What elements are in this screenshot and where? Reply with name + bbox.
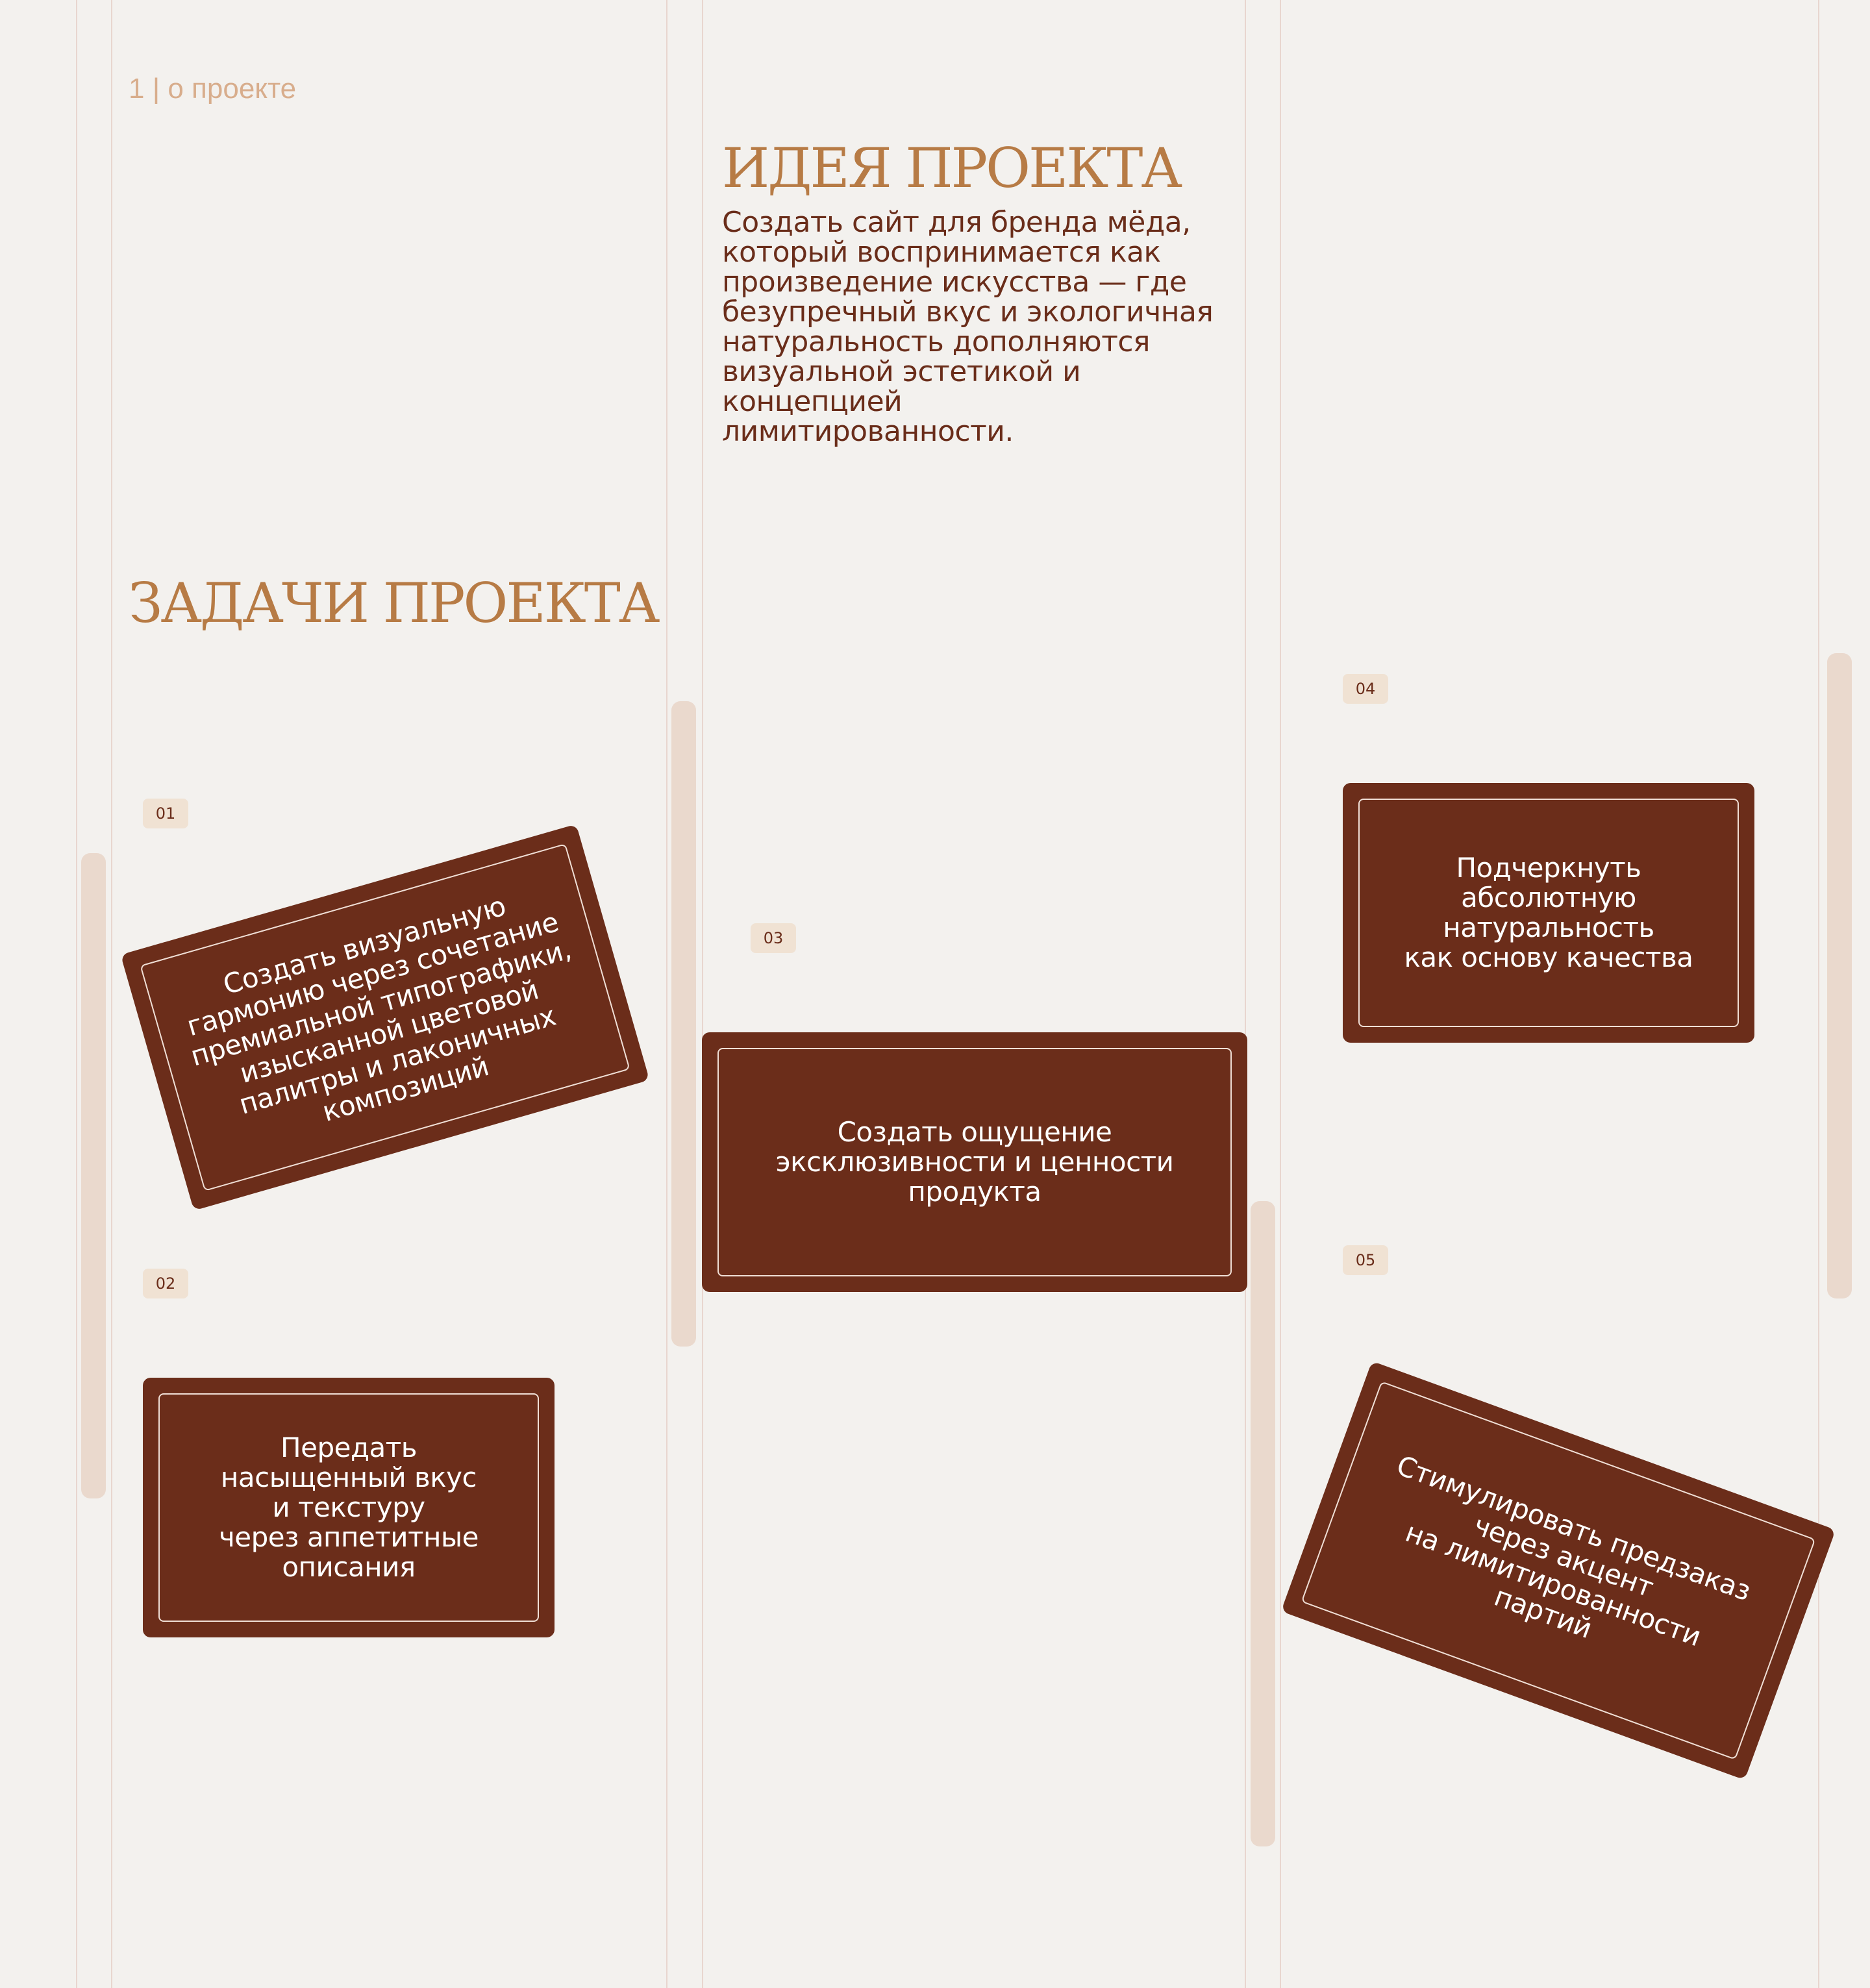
task-number-02: 02	[143, 1269, 188, 1298]
task-text-05: Стимулировать предзаказ через акцент на лимитированности партий	[1392, 1449, 1755, 1653]
guide-line	[76, 0, 77, 1988]
idea-text: Создать сайт для бренда мёда, который воспринимается как произведение искусства — где безупречный вкус и экологичная натуральность дополняются визуальной эстетикой и концепцией лимитированности.	[722, 206, 1214, 448]
decor-bar	[81, 853, 106, 1498]
task-card-04	[1343, 783, 1754, 1043]
guide-line	[1280, 0, 1281, 1988]
guide-line	[702, 0, 703, 1988]
task-number-01: 01	[143, 799, 188, 828]
breadcrumb: 1 | о проекте	[129, 73, 297, 105]
card-frame	[158, 1393, 539, 1622]
task-card-01	[121, 824, 650, 1210]
task-text-01: Создать визуальную гармонию через сочетание премиальной типографики, изысканной цветовой палитры и лаконичных композиций	[183, 889, 575, 1128]
card-frame	[1301, 1381, 1816, 1760]
task-text-02: Передать насыщенный вкус и текстуру через аппетитные описания	[218, 1432, 479, 1583]
card-frame	[140, 843, 630, 1191]
card-frame	[1358, 799, 1739, 1027]
decor-bar	[1251, 1201, 1275, 1846]
task-number-03: 03	[751, 923, 796, 953]
task-text-03: Создать ощущение эксклюзивности и ценности продукта	[775, 1116, 1174, 1208]
idea-title: ИДЕЯ ПРОЕКТА	[722, 136, 1181, 200]
decor-bar	[1827, 653, 1852, 1298]
decor-bar	[671, 701, 696, 1347]
task-number-04: 04	[1343, 674, 1388, 704]
card-frame	[717, 1048, 1232, 1276]
guide-line	[111, 0, 112, 1988]
task-card-03	[702, 1032, 1247, 1292]
guide-line	[666, 0, 667, 1988]
task-number-05: 05	[1343, 1245, 1388, 1275]
task-card-05	[1281, 1361, 1836, 1780]
tasks-title: ЗАДАЧИ ПРОЕКТА	[129, 571, 658, 635]
guide-line	[1818, 0, 1819, 1988]
task-card-02	[143, 1378, 555, 1637]
task-text-04: Подчеркнуть абсолютную натуральность как основу качества	[1404, 852, 1693, 973]
